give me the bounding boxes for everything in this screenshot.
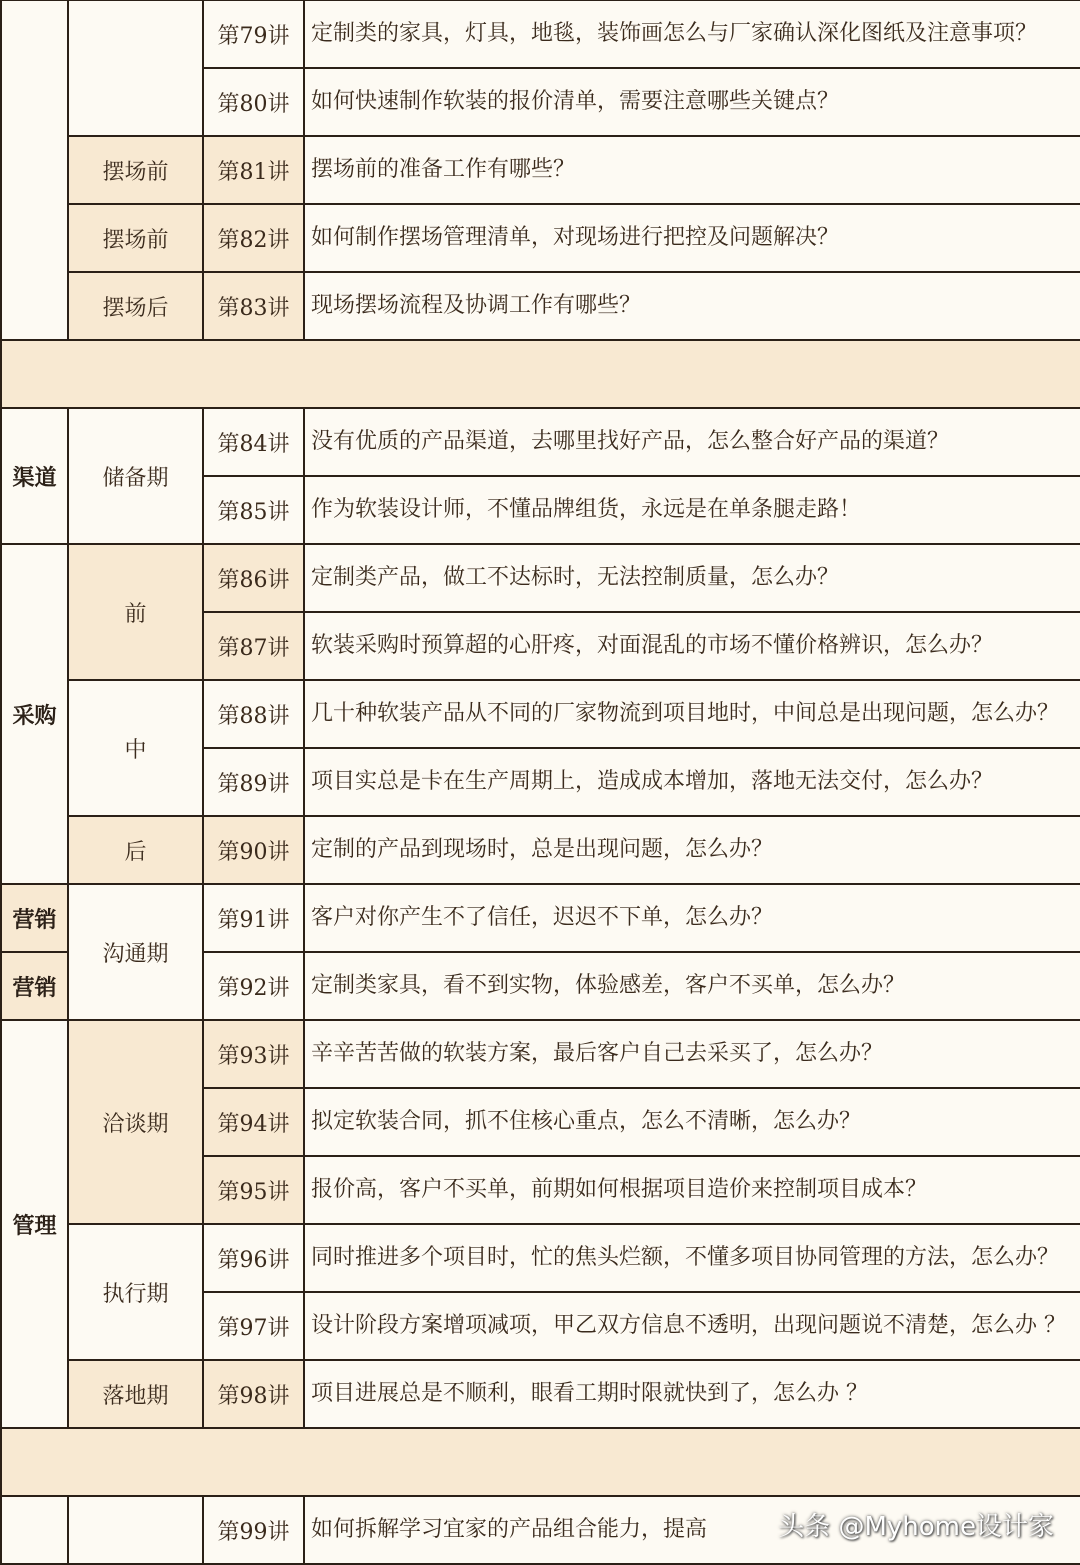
lecture-question: 项目实总是卡在生产周期上，造成成本增加，落地无法交付，怎么办？ [304,748,1080,816]
stage-cell: 中 [68,680,203,816]
divider-band [1,340,1080,408]
lecture-question: 几十种软装产品从不同的厂家物流到项目地时，中间总是出现问题，怎么办？ [304,680,1080,748]
lecture-number: 第97讲 [203,1292,304,1360]
section-divider [1,340,1080,408]
lecture-number: 第99讲 [203,1496,304,1564]
lecture-question: 定制类家具，看不到实物，体验感差，客户不买单，怎么办？ [304,952,1080,1020]
table-row [1,272,1080,340]
stage-cell: 洽谈期 [68,1020,203,1224]
lecture-number: 第91讲 [203,884,304,952]
lecture-number: 第88讲 [203,680,304,748]
divider-band [1,1428,1080,1496]
lecture-number: 第79讲 [203,0,304,68]
stage-cell: 执行期 [68,1224,203,1360]
lecture-question: 拟定软装合同，抓不住核心重点，怎么不清晰，怎么办？ [304,1088,1080,1156]
lecture-question: 定制的产品到现场时，总是出现问题，怎么办？ [304,816,1080,884]
section-divider [1,1428,1080,1496]
table-row [1,544,1080,612]
table-row [1,408,1080,476]
lecture-question: 作为软装设计师，不懂品牌组货，永远是在单条腿走路！ [304,476,1080,544]
lecture-number: 第92讲 [203,952,304,1020]
lecture-question: 没有优质的产品渠道，去哪里找好产品，怎么整合好产品的渠道？ [304,408,1080,476]
lecture-question: 定制类产品，做工不达标时，无法控制质量，怎么办？ [304,544,1080,612]
lecture-number: 第93讲 [203,1020,304,1088]
table-row [1,884,1080,952]
lecture-number: 第94讲 [203,1088,304,1156]
category-cell [1,0,68,340]
lecture-question: 项目进展总是不顺利，眼看工期时限就快到了，怎么办 ？ [304,1360,1080,1428]
table-row [1,1224,1080,1292]
lecture-question: 客户对你产生不了信任，迟迟不下单，怎么办？ [304,884,1080,952]
lecture-number: 第96讲 [203,1224,304,1292]
table-row [1,136,1080,204]
lecture-question: 同时推进多个项目时，忙的焦头烂额，不懂多项目协同管理的方法，怎么办？ [304,1224,1080,1292]
category-cell: 营销 [1,884,68,952]
table-row [1,0,1080,68]
table-row [1,1360,1080,1428]
lecture-number: 第85讲 [203,476,304,544]
lecture-question: 定制类的家具，灯具，地毯，装饰画怎么与厂家确认深化图纸及注意事项？ [304,0,1080,68]
lecture-number: 第82讲 [203,204,304,272]
stage-cell: 落地期 [68,1360,203,1428]
lecture-number: 第80讲 [203,68,304,136]
lecture-question: 设计阶段方案增项减项，甲乙双方信息不透明，出现问题说不清楚，怎么办 ？ [304,1292,1080,1360]
lecture-number: 第83讲 [203,272,304,340]
stage-cell [68,1496,203,1564]
lecture-question: 现场摆场流程及协调工作有哪些？ [304,272,1080,340]
lecture-question: 软装采购时预算超的心肝疼，对面混乱的市场不懂价格辨识，怎么办？ [304,612,1080,680]
lecture-question: 如何制作摆场管理清单，对现场进行把控及问题解决？ [304,204,1080,272]
lecture-question: 摆场前的准备工作有哪些？ [304,136,1080,204]
watermark-text: 头条 @Myhome设计家 [778,1512,1054,1542]
lecture-question: 辛辛苦苦做的软装方案，最后客户自己去采买了，怎么办？ [304,1020,1080,1088]
stage-cell: 沟通期 [68,884,203,1020]
table-row [1,204,1080,272]
stage-cell: 储备期 [68,408,203,544]
table-row [1,680,1080,748]
stage-cell: 前 [68,544,203,680]
lecture-number: 第87讲 [203,612,304,680]
category-cell: 管理 [1,1020,68,1428]
lecture-number: 第89讲 [203,748,304,816]
lecture-number: 第81讲 [203,136,304,204]
stage-cell [68,0,203,136]
lecture-question: 如何快速制作软装的报价清单，需要注意哪些关键点？ [304,68,1080,136]
lecture-number: 第86讲 [203,544,304,612]
lecture-number: 第84讲 [203,408,304,476]
lecture-question: 报价高，客户不买单，前期如何根据项目造价来控制项目成本？ [304,1156,1080,1224]
category-cell: 采购 [1,544,68,884]
lecture-number: 第90讲 [203,816,304,884]
category-cell: 渠道 [1,408,68,544]
table-row [1,816,1080,884]
category-cell: 营销 [1,952,68,1020]
stage-cell: 摆场后 [68,272,203,340]
table-row [1,1020,1080,1088]
lecture-number: 第98讲 [203,1360,304,1428]
stage-cell: 摆场前 [68,136,203,204]
lecture-question: 如何拆解学习宜家的产品组合能力，提高 [304,1496,1080,1564]
lecture-number: 第95讲 [203,1156,304,1224]
stage-cell: 后 [68,816,203,884]
category-cell [1,1496,68,1564]
stage-cell: 摆场前 [68,204,203,272]
